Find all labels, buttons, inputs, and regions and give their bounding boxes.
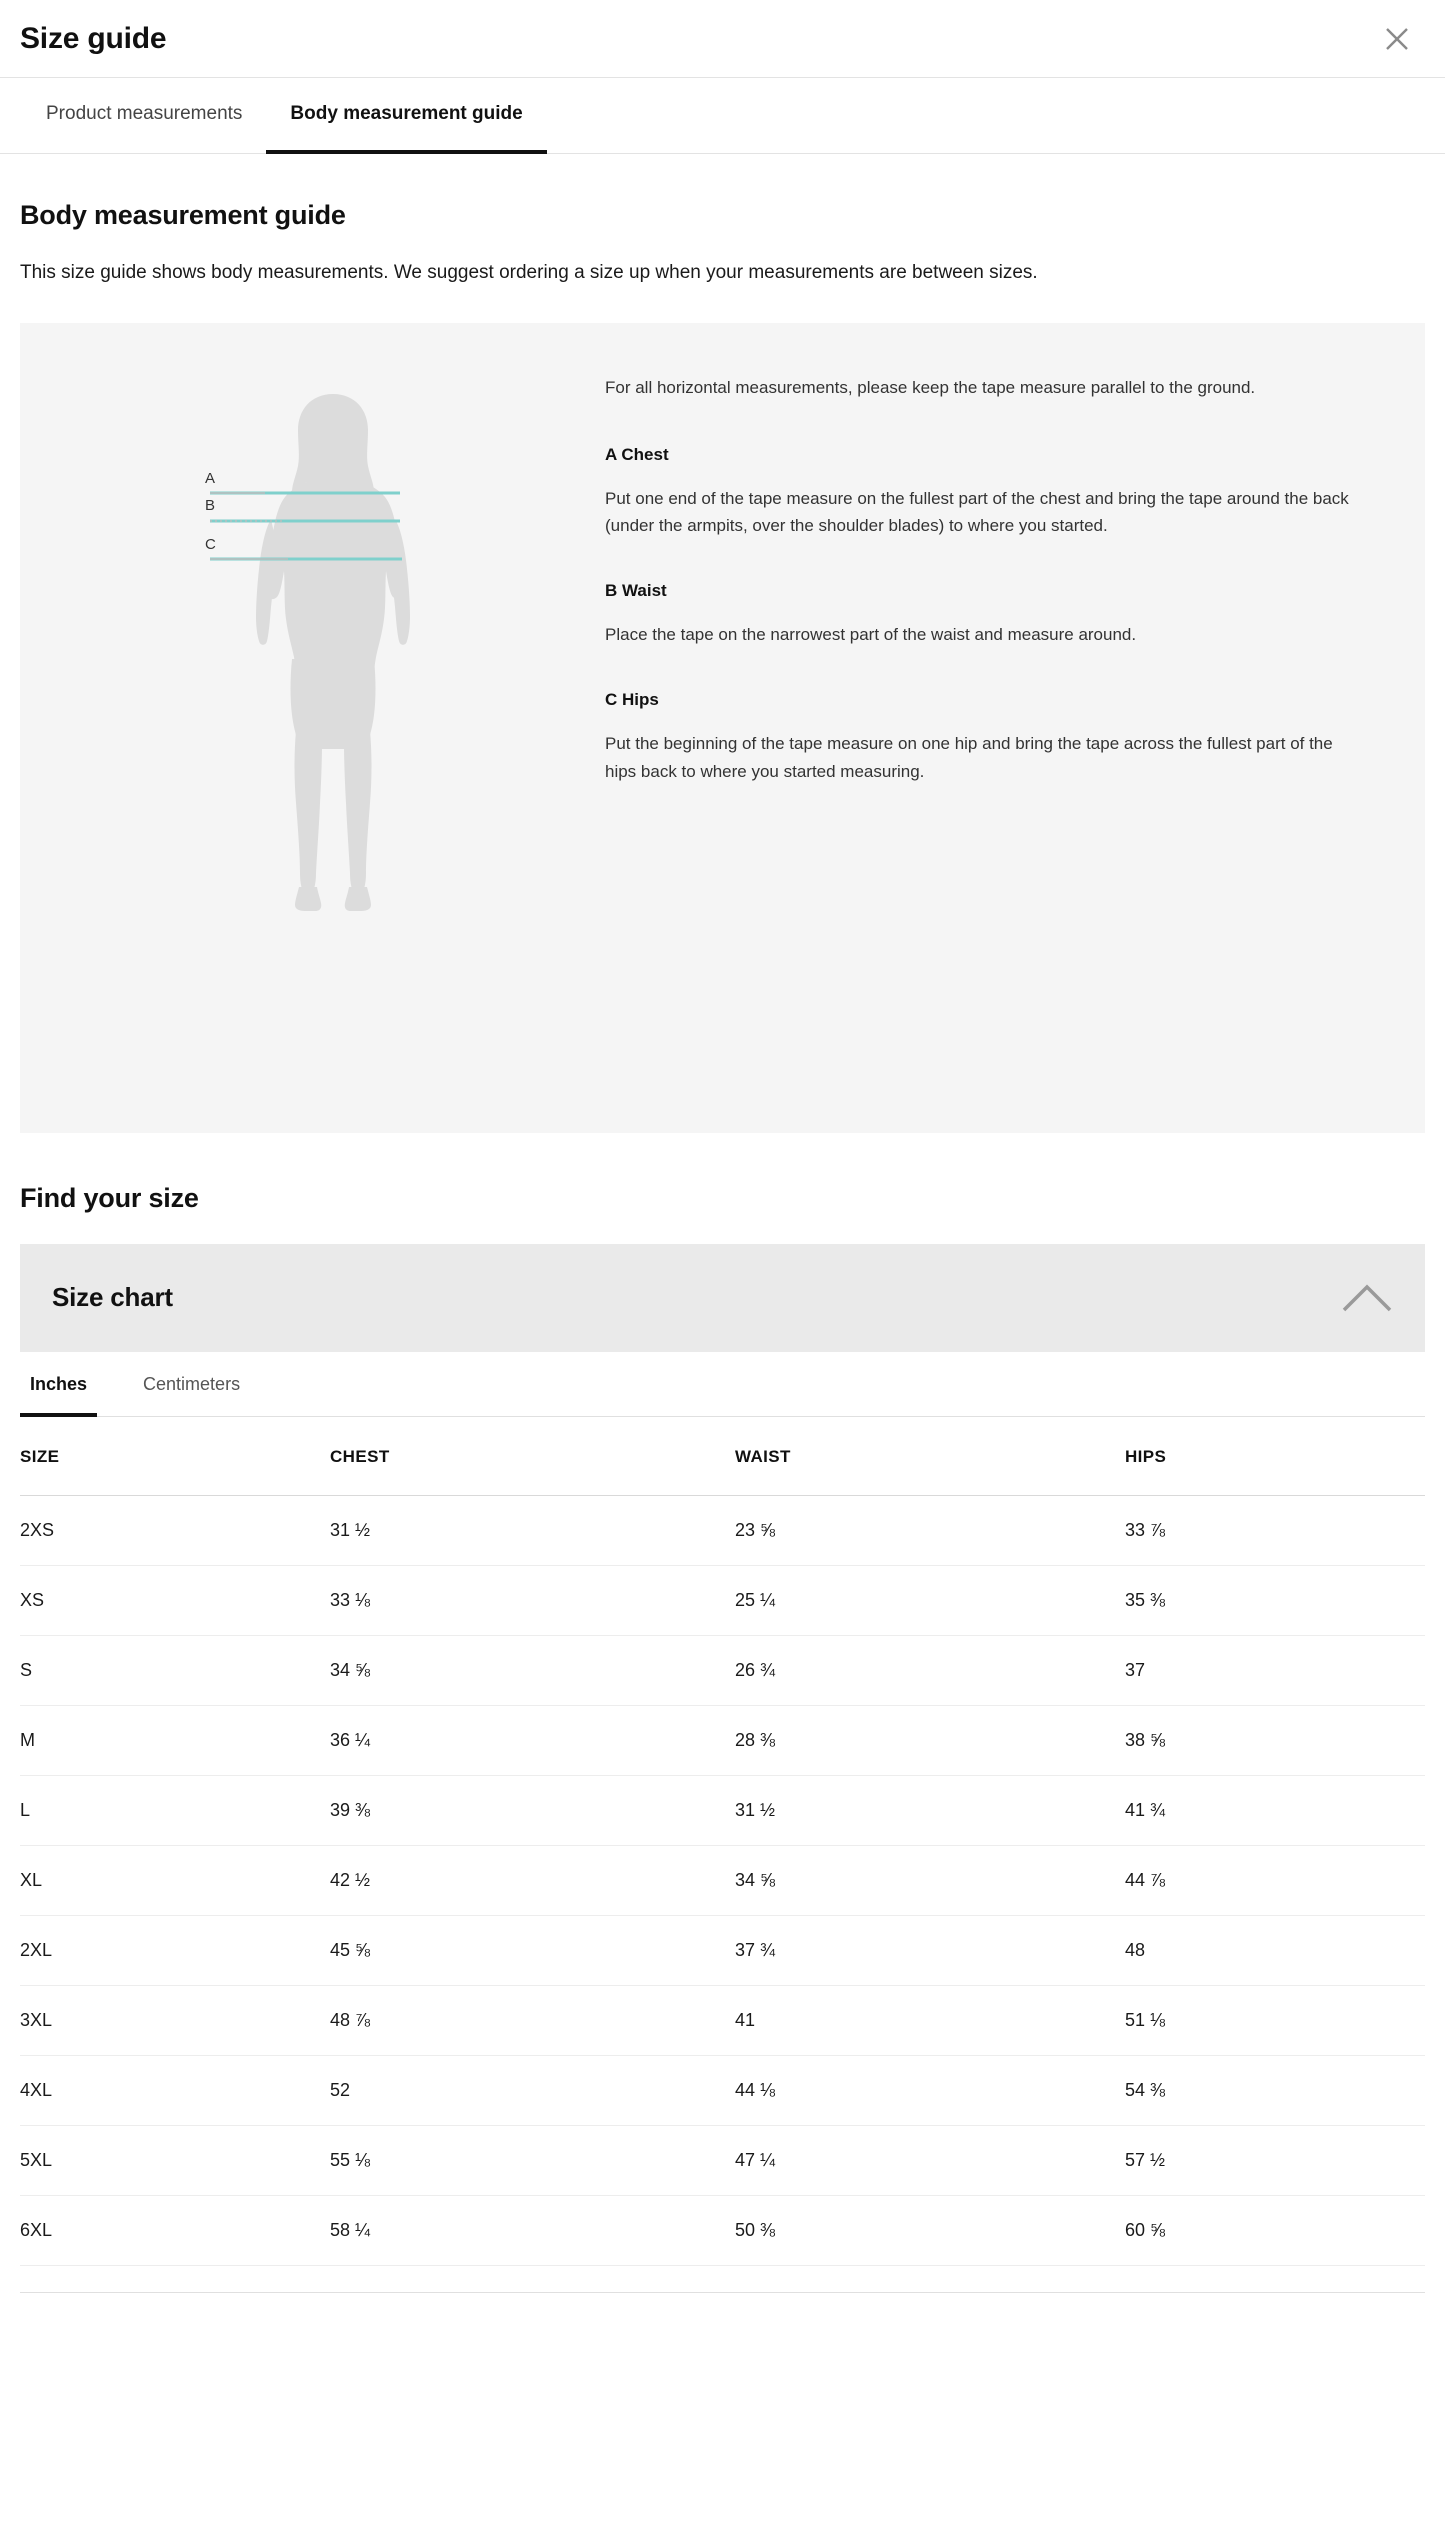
- cell-size: S: [20, 1635, 330, 1705]
- cell-chest: 48 ⅞: [330, 1985, 735, 2055]
- cell-waist: 26 ¾: [735, 1635, 1125, 1705]
- tab-body-measurement-guide[interactable]: Body measurement guide: [266, 78, 546, 154]
- cell-waist: 34 ⅝: [735, 1845, 1125, 1915]
- chevron-up-icon[interactable]: [1341, 1281, 1393, 1315]
- cell-size: 2XL: [20, 1915, 330, 1985]
- cell-hips: 54 ⅜: [1125, 2055, 1425, 2125]
- cell-hips: 48: [1125, 1915, 1425, 1985]
- cell-waist: 25 ¼: [735, 1565, 1125, 1635]
- cell-waist: 47 ¼: [735, 2125, 1125, 2195]
- close-button[interactable]: [1375, 17, 1419, 61]
- cell-hips: 57 ½: [1125, 2125, 1425, 2195]
- unit-tab-centimeters[interactable]: Centimeters: [143, 1373, 241, 1394]
- section-title: Body measurement guide: [20, 200, 346, 230]
- cell-waist: 41: [735, 1985, 1125, 2055]
- cell-chest: 34 ⅝: [330, 1635, 735, 1705]
- measurement-instructions: [605, 359, 1395, 1093]
- cell-hips: 37: [1125, 1635, 1425, 1705]
- cell-size: XL: [20, 1845, 330, 1915]
- guide-item-chest-heading: A Chest: [605, 444, 669, 464]
- cell-size: 5XL: [20, 2125, 330, 2195]
- table-row: [20, 1705, 1425, 1775]
- column-header-hips: HIPS: [1125, 1417, 1425, 1496]
- cell-waist: 37 ¾: [735, 1915, 1125, 1985]
- cell-hips: 35 ⅜: [1125, 1565, 1425, 1635]
- guide-item-waist-body: Place the tape on the narrowest part of the waist and measure around.: [605, 625, 1137, 645]
- cell-chest: 58 ¼: [330, 2195, 735, 2265]
- cell-size: 3XL: [20, 1985, 330, 2055]
- guide-item-chest-body: Put one end of the tape measure on the fullest part of the chest and bring the tape around the back (under the armpits, over the shoulder blades) to where you started.: [605, 488, 1349, 536]
- table-row: [20, 2195, 1425, 2265]
- table-row: [20, 1775, 1425, 1845]
- cell-waist: 28 ⅜: [735, 1705, 1125, 1775]
- column-header-size: SIZE: [20, 1417, 330, 1496]
- bottom-divider: [20, 2292, 1425, 2293]
- table-row: [20, 1985, 1425, 2055]
- table-row: [20, 1635, 1425, 1705]
- guide-item-hips: [605, 690, 1365, 784]
- size-chart-label: Size chart: [52, 1282, 173, 1313]
- cell-chest: 36 ¼: [330, 1705, 735, 1775]
- figure-label-c: C: [205, 535, 216, 553]
- table-header-row: [20, 1417, 1425, 1496]
- size-chart-table: [20, 1417, 1425, 2266]
- guide-item-waist-heading: B Waist: [605, 581, 667, 601]
- cell-size: 2XS: [20, 1495, 330, 1565]
- measurement-intro: For all horizontal measurements, please keep the tape measure parallel to the ground.: [605, 377, 1256, 397]
- tab-product-measurements[interactable]: Product measurements: [46, 103, 243, 124]
- modal-header: [0, 0, 1445, 78]
- guide-item-chest: [605, 445, 1365, 539]
- cell-hips: 38 ⅝: [1125, 1705, 1425, 1775]
- guide-item-hips-heading: C Hips: [605, 690, 659, 710]
- tab-bar: [0, 78, 1445, 154]
- body-figure: [50, 359, 605, 1093]
- cell-chest: 45 ⅝: [330, 1915, 735, 1985]
- column-header-chest: CHEST: [330, 1417, 735, 1496]
- cell-size: L: [20, 1775, 330, 1845]
- cell-chest: 42 ½: [330, 1845, 735, 1915]
- cell-size: XS: [20, 1565, 330, 1635]
- cell-chest: 52: [330, 2055, 735, 2125]
- cell-size: 4XL: [20, 2055, 330, 2125]
- page-title: Size guide: [20, 21, 167, 55]
- table-row: [20, 2055, 1425, 2125]
- cell-hips: 33 ⅞: [1125, 1495, 1425, 1565]
- table-row: [20, 1845, 1425, 1915]
- cell-waist: 50 ⅜: [735, 2195, 1125, 2265]
- cell-waist: 23 ⅝: [735, 1495, 1125, 1565]
- cell-chest: 33 ⅛: [330, 1565, 735, 1635]
- table-row: [20, 1495, 1425, 1565]
- table-row: [20, 2125, 1425, 2195]
- cell-hips: 44 ⅞: [1125, 1845, 1425, 1915]
- cell-size: 6XL: [20, 2195, 330, 2265]
- modal-content: [0, 200, 1445, 2293]
- cell-hips: 60 ⅝: [1125, 2195, 1425, 2265]
- guide-item-waist: [605, 581, 1365, 648]
- column-header-waist: WAIST: [735, 1417, 1125, 1496]
- cell-chest: 55 ⅛: [330, 2125, 735, 2195]
- body-measurement-panel: [20, 323, 1425, 1133]
- guide-item-hips-body: Put the beginning of the tape measure on one hip and bring the tape across the fullest part of the hips back to where you started measuring.: [605, 734, 1333, 781]
- cell-size: M: [20, 1705, 330, 1775]
- table-row: [20, 1915, 1425, 1985]
- unit-tab-bar: [20, 1352, 1425, 1417]
- cell-chest: 31 ½: [330, 1495, 735, 1565]
- unit-tab-inches[interactable]: Inches: [20, 1352, 97, 1417]
- cell-chest: 39 ⅜: [330, 1775, 735, 1845]
- section-description: This size guide shows body measurements. We suggest ordering a size up when your measurements are between sizes.: [20, 262, 1038, 283]
- cell-hips: 51 ⅛: [1125, 1985, 1425, 2055]
- female-body-silhouette-icon: [50, 359, 605, 919]
- cell-hips: 41 ¾: [1125, 1775, 1425, 1845]
- size-chart-accordion-header[interactable]: [20, 1244, 1425, 1352]
- cell-waist: 44 ⅛: [735, 2055, 1125, 2125]
- find-your-size-title: Find your size: [20, 1182, 199, 1213]
- figure-label-b: B: [205, 496, 216, 514]
- close-icon: [1382, 24, 1412, 54]
- table-row: [20, 1565, 1425, 1635]
- figure-label-a: A: [205, 469, 216, 487]
- cell-waist: 31 ½: [735, 1775, 1125, 1845]
